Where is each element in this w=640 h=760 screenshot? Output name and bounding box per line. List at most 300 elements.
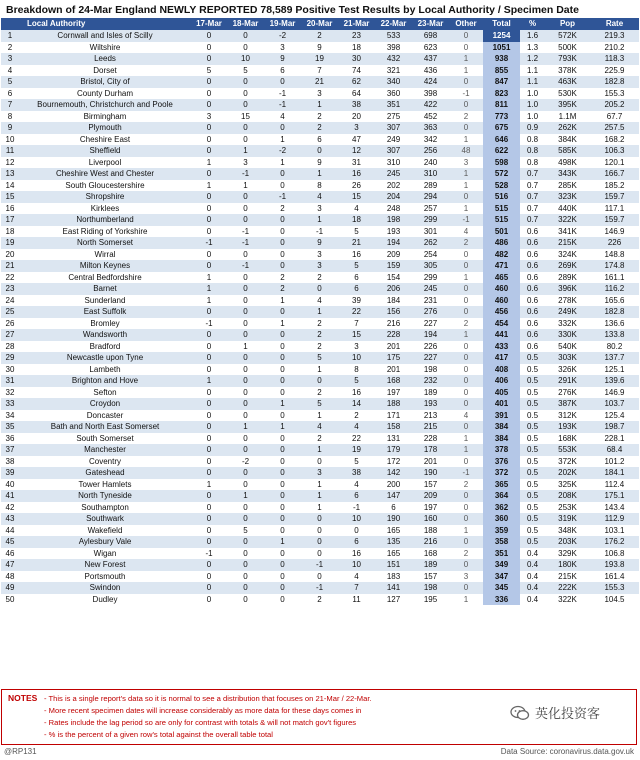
cell-mar23: 437 xyxy=(412,53,449,65)
cell-mar17: 0 xyxy=(191,42,227,54)
cell-mar18: 0 xyxy=(227,352,264,364)
cell-population: 269K xyxy=(545,260,590,272)
cell-mar23: 232 xyxy=(412,375,449,387)
cell-percent: 0.7 xyxy=(520,191,545,203)
cell-total: 1051 xyxy=(483,42,520,54)
cell-local-authority: Bromley xyxy=(19,318,191,330)
table-row xyxy=(1,594,639,606)
cell-mar23: 256 xyxy=(412,145,449,157)
cell-mar18: 0 xyxy=(227,76,264,88)
cell-percent: 0.5 xyxy=(520,513,545,525)
cell-mar18: 0 xyxy=(227,410,264,422)
cell-mar18: 0 xyxy=(227,594,264,606)
cell-mar22: 158 xyxy=(375,421,412,433)
cell-percent: 0.6 xyxy=(520,329,545,341)
cell-mar18: 0 xyxy=(227,318,264,330)
cell-mar18: 0 xyxy=(227,203,264,215)
cell-mar20: 19 xyxy=(301,53,338,65)
cell-mar17: 0 xyxy=(191,398,227,410)
note-line: - This is a single report's data so it is normal to see a distribution that focuses on 21-Mar / 22-Mar. xyxy=(44,694,372,703)
cell-local-authority: Bournemouth, Christchurch and Poole xyxy=(19,99,191,111)
cell-local-authority: Dudley xyxy=(19,594,191,606)
cell-mar19: 0 xyxy=(264,433,301,445)
page-title: Breakdown of 24-Mar England NEWLY REPORTED 78,589 Positive Test Results by Local Authority / Specimen Date xyxy=(6,4,579,16)
cell-total: 847 xyxy=(483,76,520,88)
column-header: 20-Mar xyxy=(301,18,338,30)
cell-mar17: 0 xyxy=(191,536,227,548)
cell-percent: 1.0 xyxy=(520,88,545,100)
cell-other: 0 xyxy=(449,375,483,387)
cell-mar23: 160 xyxy=(412,513,449,525)
table-row xyxy=(1,53,639,65)
cell-rank: 31 xyxy=(1,375,19,387)
cell-other: 0 xyxy=(449,306,483,318)
cell-mar21: 31 xyxy=(338,157,375,169)
cell-percent: 0.5 xyxy=(520,502,545,514)
cell-mar19: 0 xyxy=(264,122,301,134)
cell-mar19: 0 xyxy=(264,352,301,364)
cell-mar23: 623 xyxy=(412,42,449,54)
cell-population: 585K xyxy=(545,145,590,157)
cell-mar19: 0 xyxy=(264,594,301,606)
cell-rank: 12 xyxy=(1,157,19,169)
cell-mar20: -1 xyxy=(301,582,338,594)
cell-other: 0 xyxy=(449,30,483,42)
cell-mar23: 294 xyxy=(412,191,449,203)
cell-mar17: 1 xyxy=(191,180,227,192)
cell-mar18: 0 xyxy=(227,329,264,341)
cell-other: 0 xyxy=(449,513,483,525)
table-row xyxy=(1,249,639,261)
cell-mar20: 0 xyxy=(301,536,338,548)
cell-population: 372K xyxy=(545,456,590,468)
cell-mar19: 6 xyxy=(264,65,301,77)
cell-population: 168K xyxy=(545,433,590,445)
cell-rank: 38 xyxy=(1,456,19,468)
cell-mar19: 1 xyxy=(264,134,301,146)
cell-mar19: 1 xyxy=(264,318,301,330)
cell-population: 387K xyxy=(545,398,590,410)
cell-rank: 26 xyxy=(1,318,19,330)
table-row xyxy=(1,214,639,226)
cell-mar18: 0 xyxy=(227,99,264,111)
cell-total: 417 xyxy=(483,352,520,364)
cell-other: 1 xyxy=(449,53,483,65)
cell-population: 215K xyxy=(545,571,590,583)
cell-mar18: 10 xyxy=(227,53,264,65)
cell-other: 0 xyxy=(449,421,483,433)
cell-percent: 0.6 xyxy=(520,283,545,295)
cell-mar17: 0 xyxy=(191,168,227,180)
cell-rate: 120.1 xyxy=(590,157,639,169)
cell-population: 215K xyxy=(545,237,590,249)
cell-rank: 49 xyxy=(1,582,19,594)
cell-mar23: 262 xyxy=(412,237,449,249)
cell-other: -1 xyxy=(449,88,483,100)
cell-other: 3 xyxy=(449,571,483,583)
cell-mar20: 0 xyxy=(301,375,338,387)
cell-mar20: 0 xyxy=(301,283,338,295)
cell-population: 322K xyxy=(545,594,590,606)
cell-mar18: 0 xyxy=(227,433,264,445)
cell-rate: 155.3 xyxy=(590,582,639,594)
cell-rate: 193.8 xyxy=(590,559,639,571)
cell-other: 0 xyxy=(449,456,483,468)
cell-rate: 103.1 xyxy=(590,525,639,537)
cell-total: 823 xyxy=(483,88,520,100)
cell-mar17: 0 xyxy=(191,214,227,226)
cell-mar18: 0 xyxy=(227,42,264,54)
cell-total: 460 xyxy=(483,283,520,295)
cell-mar18: 0 xyxy=(227,134,264,146)
cell-total: 773 xyxy=(483,111,520,123)
data-source: Data Source: coronavirus.data.gov.uk xyxy=(500,747,634,756)
cell-rank: 2 xyxy=(1,42,19,54)
cell-mar19: 0 xyxy=(264,559,301,571)
cell-mar17: 0 xyxy=(191,513,227,525)
cell-mar23: 245 xyxy=(412,283,449,295)
cell-mar18: 0 xyxy=(227,467,264,479)
cell-population: 378K xyxy=(545,65,590,77)
cell-total: 465 xyxy=(483,272,520,284)
cell-mar22: 216 xyxy=(375,318,412,330)
cell-population: 324K xyxy=(545,249,590,261)
cell-total: 362 xyxy=(483,502,520,514)
table-row xyxy=(1,502,639,514)
cell-population: 440K xyxy=(545,203,590,215)
cell-mar20: 1 xyxy=(301,364,338,376)
cell-percent: 1.0 xyxy=(520,99,545,111)
table-row xyxy=(1,237,639,249)
table-row xyxy=(1,88,639,100)
table-row xyxy=(1,525,639,537)
cell-rank: 29 xyxy=(1,352,19,364)
cell-mar22: 200 xyxy=(375,479,412,491)
cell-mar18: -1 xyxy=(227,168,264,180)
cell-mar19: 0 xyxy=(264,306,301,318)
cell-mar18: 0 xyxy=(227,375,264,387)
cell-mar23: 342 xyxy=(412,134,449,146)
table-row xyxy=(1,226,639,238)
cell-percent: 0.6 xyxy=(520,341,545,353)
cell-mar22: 142 xyxy=(375,467,412,479)
cell-mar19: 0 xyxy=(264,490,301,502)
cell-mar21: 74 xyxy=(338,65,375,77)
cell-percent: 0.5 xyxy=(520,490,545,502)
cell-mar19: 0 xyxy=(264,502,301,514)
watermark-text: 英化投资客 xyxy=(535,706,601,721)
cell-local-authority: Dorset xyxy=(19,65,191,77)
cell-local-authority: Coventry xyxy=(19,456,191,468)
cell-percent: 0.6 xyxy=(520,272,545,284)
cell-mar17: 0 xyxy=(191,99,227,111)
cell-mar20: 0 xyxy=(301,571,338,583)
cell-other: 0 xyxy=(449,559,483,571)
cell-mar19: -1 xyxy=(264,88,301,100)
table-row xyxy=(1,421,639,433)
cell-mar21: 4 xyxy=(338,571,375,583)
cell-mar23: 363 xyxy=(412,122,449,134)
cell-mar22: 194 xyxy=(375,237,412,249)
cell-mar19: 0 xyxy=(264,237,301,249)
cell-total: 528 xyxy=(483,180,520,192)
cell-other: 2 xyxy=(449,237,483,249)
cell-local-authority: Sefton xyxy=(19,387,191,399)
cell-rank: 30 xyxy=(1,364,19,376)
cell-percent: 0.4 xyxy=(520,594,545,606)
cell-mar20: 0 xyxy=(301,456,338,468)
cell-rate: 101.2 xyxy=(590,456,639,468)
cell-total: 347 xyxy=(483,571,520,583)
cell-total: 501 xyxy=(483,226,520,238)
cell-mar19: 0 xyxy=(264,375,301,387)
cell-mar23: 216 xyxy=(412,536,449,548)
cell-population: 325K xyxy=(545,479,590,491)
cell-population: 530K xyxy=(545,88,590,100)
cell-percent: 0.5 xyxy=(520,410,545,422)
cell-mar20: 2 xyxy=(301,272,338,284)
cell-rate: 118.3 xyxy=(590,53,639,65)
cell-other: 1 xyxy=(449,272,483,284)
table-row xyxy=(1,272,639,284)
cell-rank: 15 xyxy=(1,191,19,203)
cell-rate: 161.1 xyxy=(590,272,639,284)
cell-mar23: 257 xyxy=(412,203,449,215)
cell-mar21: 15 xyxy=(338,191,375,203)
cell-mar19: 0 xyxy=(264,341,301,353)
cell-total: 482 xyxy=(483,249,520,261)
cell-mar18: 1 xyxy=(227,421,264,433)
cell-other: 1 xyxy=(449,65,483,77)
cell-local-authority: Milton Keynes xyxy=(19,260,191,272)
cell-mar18: 0 xyxy=(227,249,264,261)
cell-mar17: 0 xyxy=(191,329,227,341)
cell-mar21: 62 xyxy=(338,76,375,88)
cell-mar20: 1 xyxy=(301,306,338,318)
cell-local-authority: Birmingham xyxy=(19,111,191,123)
table-row xyxy=(1,42,639,54)
cell-rate: 226 xyxy=(590,237,639,249)
cell-mar20: 4 xyxy=(301,295,338,307)
cell-mar22: 249 xyxy=(375,134,412,146)
cell-local-authority: New Forest xyxy=(19,559,191,571)
cell-percent: 0.5 xyxy=(520,387,545,399)
cell-mar19: 0 xyxy=(264,548,301,560)
author-credit: @RP131 xyxy=(4,747,37,756)
cell-total: 622 xyxy=(483,145,520,157)
cell-rate: 159.7 xyxy=(590,214,639,226)
cell-mar20: 5 xyxy=(301,398,338,410)
cell-mar21: 16 xyxy=(338,249,375,261)
cell-mar17: 0 xyxy=(191,30,227,42)
table-row xyxy=(1,571,639,583)
cell-mar19: 0 xyxy=(264,525,301,537)
cell-rate: 159.7 xyxy=(590,191,639,203)
cell-mar17: 1 xyxy=(191,272,227,284)
cell-mar20: 3 xyxy=(301,203,338,215)
cell-rank: 5 xyxy=(1,76,19,88)
cell-rate: 133.8 xyxy=(590,329,639,341)
cell-total: 598 xyxy=(483,157,520,169)
cell-local-authority: Brighton and Hove xyxy=(19,375,191,387)
cell-population: 276K xyxy=(545,387,590,399)
cell-rank: 4 xyxy=(1,65,19,77)
cell-mar20: 0 xyxy=(301,513,338,525)
cell-mar22: 168 xyxy=(375,375,412,387)
cell-other: 4 xyxy=(449,410,483,422)
table-header-row xyxy=(1,18,639,30)
cell-rank: 37 xyxy=(1,444,19,456)
cell-mar22: 197 xyxy=(375,387,412,399)
cell-mar18: 0 xyxy=(227,283,264,295)
column-header: Total xyxy=(483,18,520,30)
table-row xyxy=(1,134,639,146)
cell-mar19: 0 xyxy=(264,456,301,468)
cell-population: 208K xyxy=(545,490,590,502)
cell-mar22: 321 xyxy=(375,65,412,77)
cell-rate: 146.9 xyxy=(590,387,639,399)
cell-percent: 0.7 xyxy=(520,168,545,180)
cell-mar22: 154 xyxy=(375,272,412,284)
cell-mar23: 299 xyxy=(412,272,449,284)
cell-mar17: 0 xyxy=(191,410,227,422)
cell-other: 1 xyxy=(449,433,483,445)
cell-mar17: 0 xyxy=(191,53,227,65)
column-header xyxy=(1,18,19,30)
cell-mar22: 206 xyxy=(375,283,412,295)
cell-local-authority: Cornwall and Isles of Scilly xyxy=(19,30,191,42)
cell-mar23: 189 xyxy=(412,559,449,571)
table-row xyxy=(1,410,639,422)
cell-percent: 0.6 xyxy=(520,249,545,261)
cell-mar19: 0 xyxy=(264,410,301,422)
cell-rate: 174.8 xyxy=(590,260,639,272)
table-row xyxy=(1,157,639,169)
cell-rank: 32 xyxy=(1,387,19,399)
cell-mar20: 1 xyxy=(301,99,338,111)
cell-mar21: 7 xyxy=(338,318,375,330)
cell-mar19: 0 xyxy=(264,249,301,261)
cell-percent: 0.6 xyxy=(520,318,545,330)
cell-mar21: 5 xyxy=(338,375,375,387)
cell-local-authority: North Tyneside xyxy=(19,490,191,502)
cell-total: 401 xyxy=(483,398,520,410)
cell-other: 0 xyxy=(449,364,483,376)
cell-mar18: 0 xyxy=(227,444,264,456)
cell-mar21: 26 xyxy=(338,180,375,192)
cell-other: 0 xyxy=(449,99,483,111)
cell-other: 4 xyxy=(449,226,483,238)
cell-mar17: 1 xyxy=(191,283,227,295)
cell-total: 360 xyxy=(483,513,520,525)
cell-rank: 43 xyxy=(1,513,19,525)
cell-local-authority: Swindon xyxy=(19,582,191,594)
cell-population: 341K xyxy=(545,226,590,238)
cell-percent: 1.1 xyxy=(520,76,545,88)
cell-percent: 0.5 xyxy=(520,375,545,387)
cell-mar23: 398 xyxy=(412,88,449,100)
cell-mar21: 20 xyxy=(338,111,375,123)
cell-population: 395K xyxy=(545,99,590,111)
column-header: 17-Mar xyxy=(191,18,227,30)
column-header: 19-Mar xyxy=(264,18,301,30)
cell-mar23: 424 xyxy=(412,76,449,88)
cell-mar20: 2 xyxy=(301,30,338,42)
table-row xyxy=(1,203,639,215)
table-row xyxy=(1,260,639,272)
cell-population: 500K xyxy=(545,42,590,54)
cell-mar23: 157 xyxy=(412,571,449,583)
cell-percent: 0.5 xyxy=(520,456,545,468)
cell-local-authority: Bradford xyxy=(19,341,191,353)
cell-mar18: 0 xyxy=(227,272,264,284)
cell-mar17: 0 xyxy=(191,571,227,583)
cell-mar20: 21 xyxy=(301,76,338,88)
cell-local-authority: Shropshire xyxy=(19,191,191,203)
cell-mar21: 14 xyxy=(338,398,375,410)
cell-local-authority: Southwark xyxy=(19,513,191,525)
cell-rank: 18 xyxy=(1,226,19,238)
cell-mar21: 16 xyxy=(338,548,375,560)
cell-mar17: 0 xyxy=(191,525,227,537)
cell-mar18: 0 xyxy=(227,306,264,318)
cell-percent: 1.0 xyxy=(520,111,545,123)
cell-mar21: 10 xyxy=(338,352,375,364)
table-row xyxy=(1,387,639,399)
cell-mar22: 201 xyxy=(375,364,412,376)
note-line: - Rates include the lag period so are only for contrast with totals & will not match gov't figures xyxy=(44,718,357,727)
cell-mar17: 0 xyxy=(191,559,227,571)
cell-mar20: 2 xyxy=(301,387,338,399)
cell-mar20: 2 xyxy=(301,318,338,330)
cell-other: 0 xyxy=(449,122,483,134)
cell-mar21: 18 xyxy=(338,214,375,226)
table-row xyxy=(1,65,639,77)
cell-mar17: 0 xyxy=(191,502,227,514)
cell-total: 855 xyxy=(483,65,520,77)
cell-population: 498K xyxy=(545,157,590,169)
cell-mar22: 432 xyxy=(375,53,412,65)
cell-local-authority: Cheshire East xyxy=(19,134,191,146)
table-row xyxy=(1,398,639,410)
cell-mar21: 23 xyxy=(338,30,375,42)
cell-mar23: 228 xyxy=(412,433,449,445)
cell-population: 193K xyxy=(545,421,590,433)
cell-mar22: 190 xyxy=(375,513,412,525)
cell-mar23: 226 xyxy=(412,341,449,353)
cell-mar18: 0 xyxy=(227,295,264,307)
cell-mar19: 1 xyxy=(264,421,301,433)
cell-other: 1 xyxy=(449,594,483,606)
table-row xyxy=(1,76,639,88)
cell-mar20: 1 xyxy=(301,214,338,226)
cell-mar17: 0 xyxy=(191,260,227,272)
cell-other: 2 xyxy=(449,548,483,560)
cell-mar20: 5 xyxy=(301,352,338,364)
cell-mar17: 0 xyxy=(191,444,227,456)
cell-mar22: 360 xyxy=(375,88,412,100)
column-header: Local Authority xyxy=(19,18,191,30)
cell-rate: 104.5 xyxy=(590,594,639,606)
cell-mar20: 4 xyxy=(301,191,338,203)
column-header: 21-Mar xyxy=(338,18,375,30)
cell-mar19: -1 xyxy=(264,99,301,111)
cell-total: 938 xyxy=(483,53,520,65)
cell-population: 322K xyxy=(545,214,590,226)
cell-rank: 13 xyxy=(1,168,19,180)
cell-mar20: 1 xyxy=(301,410,338,422)
table-row xyxy=(1,180,639,192)
